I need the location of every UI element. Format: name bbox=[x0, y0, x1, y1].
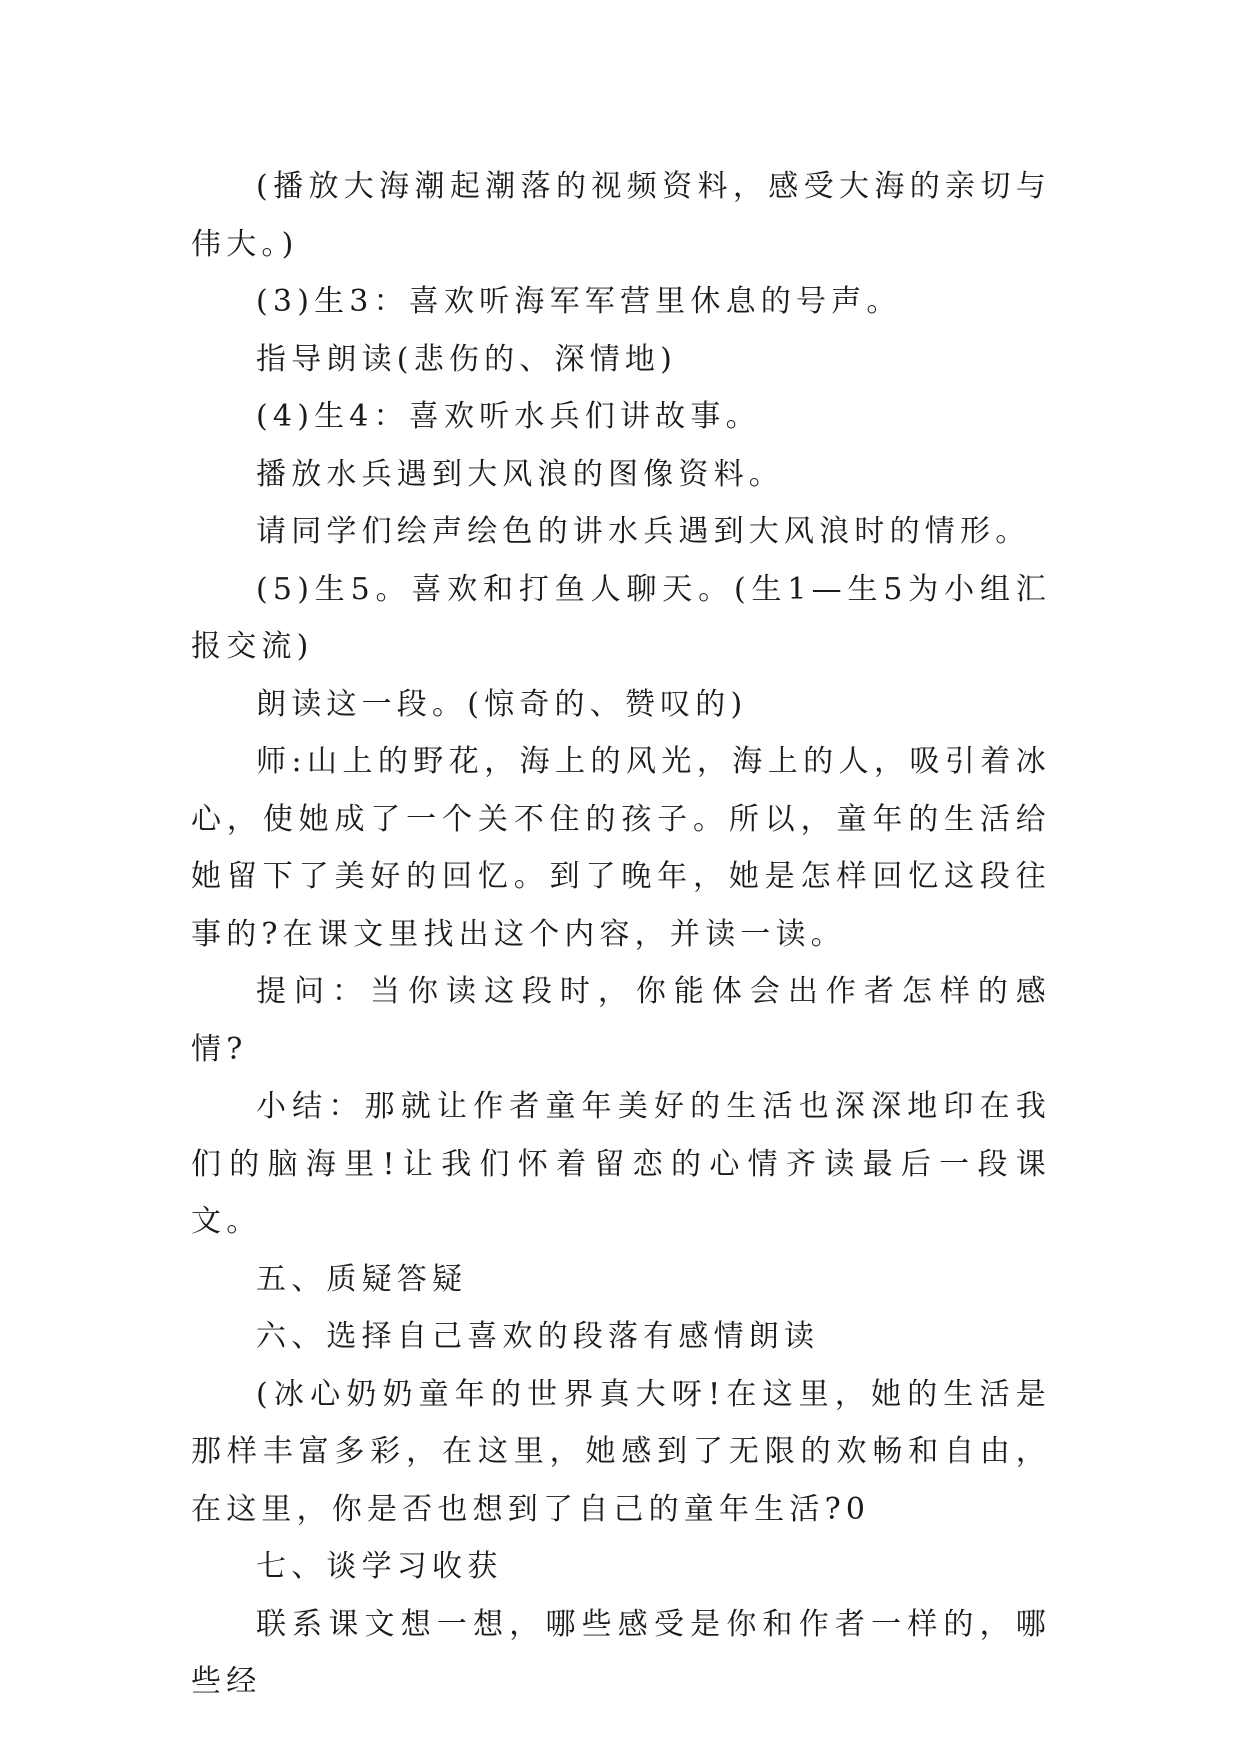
paragraph-reading-guide-1: 指导朗读(悲伤的、深情地) bbox=[256, 341, 678, 377]
paragraph-summary: 小结：那就让作者童年美好的生活也深深地印在我们的脑海里!让我们怀着留恋的心情齐读最后一段课文。 bbox=[191, 1089, 1051, 1239]
paragraph-video-note: (播放大海潮起潮落的视频资料，感受大海的亲切与伟大。) bbox=[191, 169, 1051, 262]
paragraph-reading-guide-2: 朗读这一段。(惊奇的、赞叹的) bbox=[256, 686, 748, 722]
paragraph-reflection: 联系课文想一想，哪些感受是你和作者一样的，哪些经 bbox=[191, 1606, 1051, 1699]
paragraph-play-images: 播放水兵遇到大风浪的图像资料。 bbox=[256, 456, 784, 492]
section-heading-6: 六、选择自己喜欢的段落有感情朗读 bbox=[256, 1319, 820, 1354]
section-heading-7: 七、谈学习收获 bbox=[256, 1549, 503, 1584]
document-body bbox=[191, 158, 1051, 1711]
paragraph-student-3: (3)生3：喜欢听海军军营里休息的号声。 bbox=[256, 284, 902, 319]
paragraph-storytelling: 请同学们绘声绘色的讲水兵遇到大风浪时的情形。 bbox=[256, 514, 1031, 549]
paragraph-student-5: (5)生5。喜欢和打鱼人聊天。(生1—生5为小组汇报交流) bbox=[191, 571, 1051, 664]
paragraph-question: 提问：当你读这段时，你能体会出作者怎样的感情? bbox=[191, 974, 1051, 1067]
paragraph-teacher-remark: 师:山上的野花，海上的风光，海上的人，吸引着冰心，使她成了一个关不住的孩子。所以，童年的生活给她留下了美好的回忆。到了晚年，她是怎样回忆这段往事的?在课文里找出这个内容，并读一读。 bbox=[191, 744, 1051, 952]
section-heading-5: 五、质疑答疑 bbox=[256, 1261, 468, 1297]
paragraph-student-4: (4)生4：喜欢听水兵们讲故事。 bbox=[256, 399, 761, 434]
paragraph-bingxin-world: (冰心奶奶童年的世界真大呀!在这里，她的生活是那样丰富多彩，在这里，她感到了无限的欢畅和自由，在这里，你是否也想到了自己的童年生活?0 bbox=[191, 1376, 1051, 1527]
